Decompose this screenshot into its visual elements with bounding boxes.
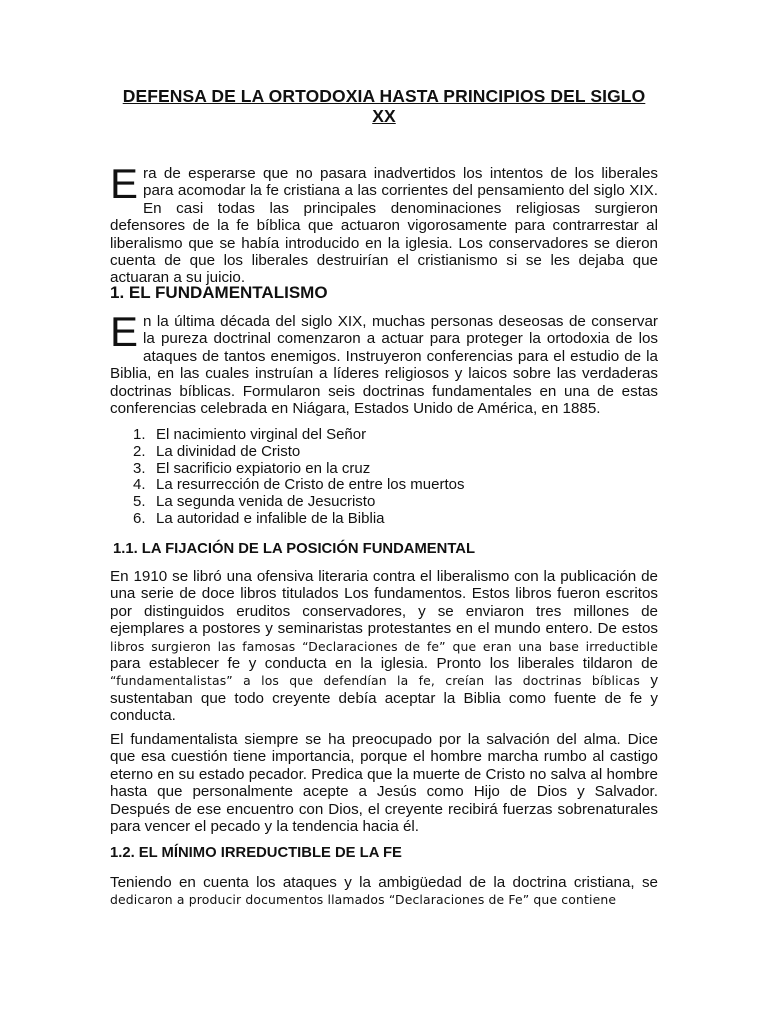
- list-item: 4. La resurrección de Cristo de entre los muertos: [133, 476, 465, 494]
- list-item: 2. La divinidad de Cristo: [133, 442, 301, 460]
- intro-text: ra de esperarse que no pasara inadvertidos los intentos de los liberales para acomodar la fe cristiana a las corrientes del pensamiento del siglo XIX. En casi todas las principales denominaciones religiosas surgieron defensores de la fe bíblica que actuaron vigorosamente para contrarrestar al liberalismo que se había introducido en la iglesia. Los conservadores se dieron cuenta de que los liberales destruirían el cristianismo si se les dejaba que actuaran a su juicio.: [110, 165, 658, 287]
- list-item: 5. La segunda venida de Jesucristo: [133, 493, 376, 511]
- intro-paragraph: [110, 160, 658, 287]
- document-title: DEFENSA DE LA ORTODOXIA HASTA PRINCIPIOS DEL SIGLO XX: [122, 86, 646, 126]
- section-1-text: n la última década del siglo XIX, muchas personas deseosas de conservar la pureza doctrinal comenzaron a actuar para proteger la ortodoxia de los ataques de tantos enemigos. Instruyeron conferencias para el estudio de la Biblia, en las cuales instruían a líderes religiosos y laicos sobre las verdaderas doctrinas bíblicas. Formularon seis doctrinas fundamentales en una de estas conferencias celebrada en Niágara, Estados Unido de América, en 1885.: [110, 313, 658, 418]
- intro-drop-cap: E: [110, 160, 139, 207]
- section-1-paragraph: [110, 308, 658, 418]
- section-1-2-heading: 1.2. EL MÍNIMO IRREDUCTIBLE DE LA FE: [110, 845, 402, 861]
- list-item: 6. La autoridad e infalible de la Biblia: [133, 509, 385, 527]
- section-1-1-paragraph-2: El fundamentalista siempre se ha preocupado por la salvación del alma. Dice que esa cuestión tiene importancia, porque el hombre marcha rumbo al castigo eterno en su estado pecador. Predica que la muerte de Cristo no salva al hombre hasta que personalmente acepte a Jesús como Hijo de Dios y Salvador. Después de ese encuentro con Dios, el creyente recibirá fuerzas sobrenaturales para vencer el pecado y la tendencia hacia él.: [110, 731, 658, 836]
- doctrines-list: [133, 427, 464, 528]
- section-1-2-paragraph: Teniendo en cuenta los ataques y la ambigüedad de la doctrina cristiana, se dedicaron a producir documentos llamados “Declaraciones de Fe” que contiene: [110, 874, 658, 908]
- section-1-drop-cap: E: [110, 308, 139, 355]
- list-item: 3. El sacrificio expiatorio en la cruz: [133, 459, 371, 477]
- section-1-1-heading: 1.1. LA FIJACIÓN DE LA POSICIÓN FUNDAMENTAL: [113, 541, 475, 557]
- section-1-1-paragraph-1: En 1910 se libró una ofensiva literaria contra el liberalismo con la publicación de una serie de doce libros titulados Los fundamentos. Estos libros fueron escritos por distinguidos eruditos conservadores, y se enviaron tres millones de ejemplares a postores y seminaristas protestantes en el mundo entero. De estos libros surgieron las famosas “Declaraciones de fe” que eran una base irreductible para establecer fe y conducta en la iglesia. Pronto los liberales tildaron de “fundamentalistas” a los que defendían la fe, creían las doctrinas bíblicas y sustentaban que todo creyente debía aceptar la Biblia como fuente de fe y conducta.: [110, 568, 658, 725]
- list-item: 1. El nacimiento virginal del Señor: [133, 426, 367, 443]
- section-1-heading: 1. EL FUNDAMENTALISMO: [110, 283, 328, 302]
